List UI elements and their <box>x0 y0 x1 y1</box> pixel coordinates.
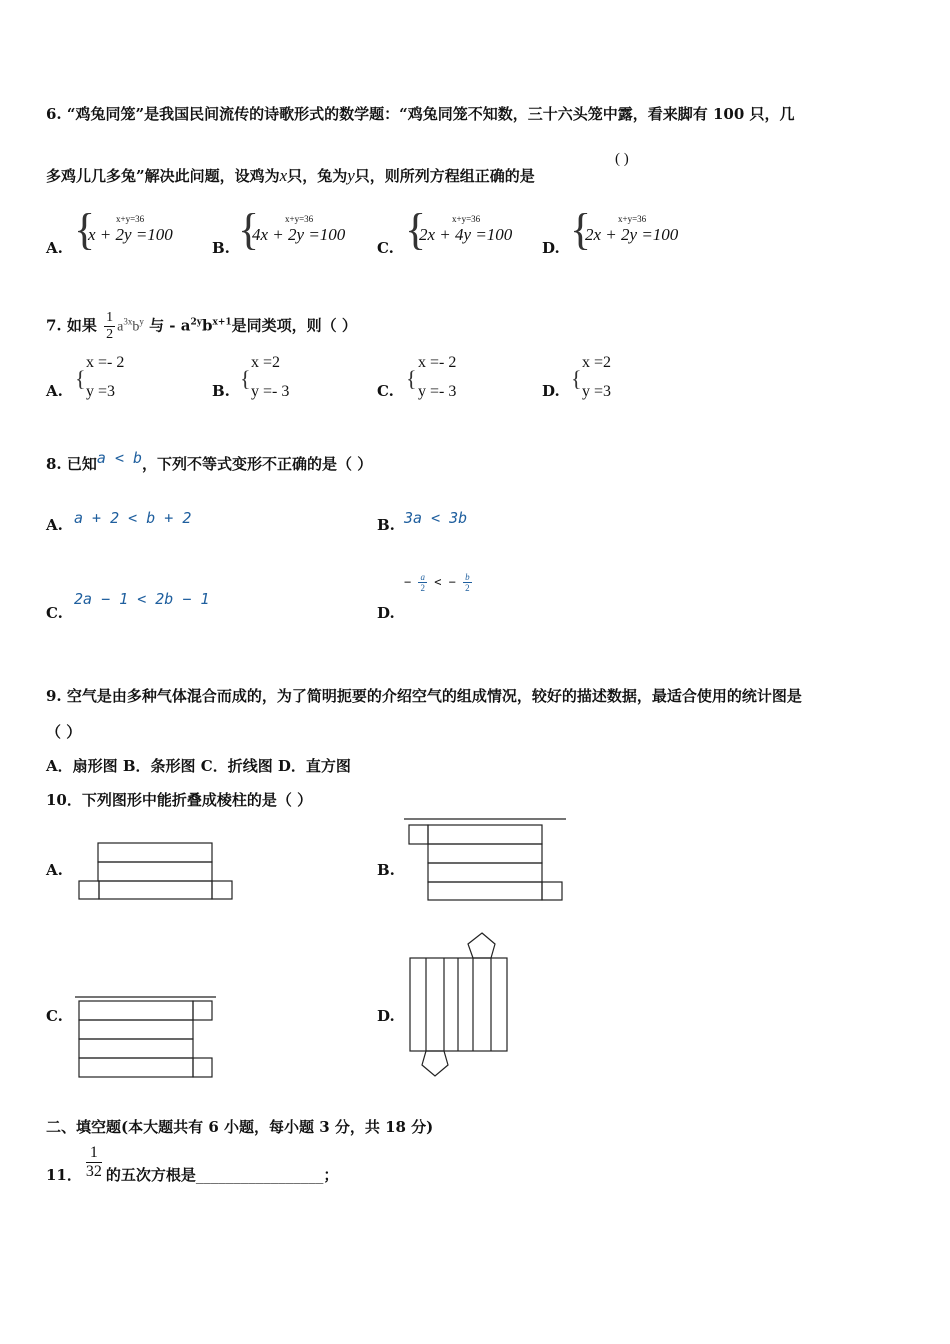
q10-c-face-4 <box>79 1058 193 1077</box>
q7-prefix: 7. 如果 <box>46 316 97 335</box>
q10-b-face-1 <box>428 825 542 844</box>
q11-stem <box>46 1140 338 1185</box>
q8-d-den2: 2 <box>465 583 470 593</box>
q7-option-a-top: x =- 2 <box>86 354 125 371</box>
q8-d-minus2: − <box>448 575 456 589</box>
q8-d-lt: < <box>434 575 442 589</box>
q7-term1-b: b <box>132 319 140 335</box>
q11-suffix: 的五次方根是 <box>105 1166 196 1184</box>
q10-figure-d <box>405 930 525 1080</box>
q7-option-d-bottom: y =3 <box>582 383 612 400</box>
q11-frac-den: 32 <box>85 1163 102 1180</box>
q6-line2-c: 只，则所列方程组正确的是 <box>354 167 535 185</box>
q6-option-c-label: C. <box>377 239 394 257</box>
q8-option-c-label: C. <box>46 604 63 622</box>
q10-stem: 10．下列图形中能折叠成棱柱的是（ ） <box>46 791 313 809</box>
q10-figure-b <box>404 818 569 903</box>
q7-option-d-top: x =2 <box>582 354 612 371</box>
q6-option-d-label: D. <box>542 239 560 257</box>
q7-option-c-top: x =- 2 <box>418 354 457 371</box>
q8-d-den1: 2 <box>420 583 425 593</box>
q11-end: ； <box>323 1166 339 1184</box>
section2-title: 二、填空题(本大题共有 6 小题，每小题 3 分，共 18 分) <box>46 1118 434 1136</box>
q7-suffix: 是同类项，则（ ） <box>231 316 357 335</box>
q6-option-b-label: B. <box>212 239 230 257</box>
q10-a-bottom-face <box>99 881 212 899</box>
q6-option-a-label: A. <box>46 239 63 257</box>
q9-line2: （ ） <box>46 723 82 741</box>
q6-line2 <box>46 165 535 186</box>
q7-term1-sup1: 3x <box>123 316 133 327</box>
q7-frac-num: 1 <box>106 310 114 325</box>
q8-prefix: 8. 已知 <box>46 455 97 473</box>
q10-c-face-1 <box>79 1001 193 1020</box>
q10-d-bottom-pentagon <box>422 1051 448 1076</box>
q6-option-a-top: x+y=36 <box>116 214 145 224</box>
q7-option-c-brace: { <box>406 366 417 391</box>
q10-c-side-face-2 <box>193 1058 212 1077</box>
q7-option-b-brace: { <box>240 366 251 391</box>
q8-stem <box>46 449 373 474</box>
q10-a-right-face <box>212 881 232 899</box>
q7-term1: a <box>117 319 124 335</box>
q8-d-minus1: − <box>404 575 412 589</box>
q7-fraction <box>104 310 115 343</box>
q6-line1: 6. “鸡兔同笼”是我国民间流传的诗歌形式的数学题：“鸡兔同笼不知数，三十六头笼中露，看来脚有 100 只，几 <box>46 105 795 123</box>
q9-options: A．扇形图 B．条形图 C．折线图 D．直方图 <box>46 757 351 775</box>
q7-option-d-label: D. <box>542 382 560 400</box>
q7-b2: b <box>201 316 213 335</box>
q11-fraction <box>86 1144 102 1181</box>
q7-option-c-bottom: y =- 3 <box>418 383 457 400</box>
q8-d-num1: a <box>420 572 425 582</box>
q10-b-face-2 <box>428 844 542 863</box>
q11-number: 11． <box>46 1166 82 1184</box>
q6-line2-a: 多鸡儿几多兔”解决此问题，设鸡为 <box>46 167 280 185</box>
q7-option-b-label: B. <box>212 382 230 400</box>
q8-d-frac2 <box>463 572 472 593</box>
q6-option-b-brace: { <box>238 205 260 254</box>
q10-option-c-label: C. <box>46 1007 63 1025</box>
q6-option-a-brace: { <box>74 205 96 254</box>
q10-d-top-pentagon <box>468 933 495 958</box>
q10-a-top-face <box>98 843 212 862</box>
q8-condition: a < b <box>96 449 143 467</box>
q10-c-face-3 <box>79 1039 193 1058</box>
q7-option-b-top: x =2 <box>251 354 281 371</box>
q7-sup-x1: x+1 <box>212 317 232 328</box>
q9-line1: 9. 空气是由多种气体混合而成的，为了简明扼要的介绍空气的组成情况，较好的描述数据，最适合使用的统计图是 <box>46 687 802 705</box>
q8-d-num2: b <box>465 572 470 582</box>
q7-mid: 与 - a <box>149 316 191 335</box>
q6-option-d-bottom: 2x + 2y =100 <box>585 225 679 244</box>
q6-option-a-bottom: x + 2y =100 <box>88 225 173 244</box>
q10-a-left-face <box>79 881 99 899</box>
q10-b-side-face-2 <box>542 882 562 900</box>
q7-option-a-label: A. <box>46 382 63 400</box>
q7-option-c-label: C. <box>377 382 394 400</box>
q6-option-b-top: x+y=36 <box>285 214 314 224</box>
q6-line2-b: 只，兔为 <box>287 167 348 185</box>
q7-stem <box>46 310 357 343</box>
q10-b-face-4 <box>428 882 542 900</box>
q11-answer-blank[interactable]: _________________ <box>195 1165 324 1184</box>
q8-option-a-label: A. <box>46 516 63 534</box>
q8-option-c-expr: 2a − 1 < 2b − 1 <box>74 590 210 608</box>
q7-option-a-brace: { <box>75 366 86 391</box>
q8-option-b-expr: 3a < 3b <box>404 509 468 527</box>
q10-option-a-label: A. <box>46 861 63 879</box>
q7-option-d-brace: { <box>571 366 582 391</box>
q10-b-side-face <box>409 825 428 844</box>
q10-c-face-2 <box>79 1020 193 1039</box>
q10-a-mid-face <box>98 862 212 881</box>
q10-b-face-3 <box>428 863 542 882</box>
q6-var-y: y <box>347 166 355 185</box>
q7-option-b-bottom: y =- 3 <box>251 383 290 400</box>
q7-term1-sup2: y <box>139 316 144 327</box>
q7-option-a-bottom: y =3 <box>86 383 116 400</box>
q7-sup-2y: 2y <box>190 317 202 328</box>
q10-option-d-label: D. <box>377 1007 395 1025</box>
q11-frac-num: 1 <box>86 1144 102 1163</box>
q6-option-d-top: x+y=36 <box>618 214 647 224</box>
q6-option-c-brace: { <box>405 205 427 254</box>
q10-option-b-label: B. <box>377 861 395 879</box>
q6-var-x: x <box>279 166 288 185</box>
q6-option-d-brace: { <box>570 205 592 254</box>
q8-suffix: ，下列不等式变形不正确的是（ ） <box>142 455 373 473</box>
q8-option-b-label: B. <box>377 516 395 534</box>
q6-option-b-bottom: 4x + 2y =100 <box>252 225 346 244</box>
q7-frac-den: 2 <box>106 327 114 342</box>
q8-d-frac1 <box>418 572 427 593</box>
q8-option-d-expr <box>404 572 472 593</box>
q6-option-c-top: x+y=36 <box>452 214 481 224</box>
q10-figure-c <box>75 993 225 1083</box>
q6-answer-paren: ( ) <box>615 151 629 167</box>
q8-option-d-label: D. <box>377 604 395 622</box>
q8-option-a-expr: a + 2 < b + 2 <box>74 509 192 527</box>
q10-figure-a <box>78 842 238 902</box>
q6-option-c-bottom: 2x + 4y =100 <box>419 225 513 244</box>
q10-c-side-face-1 <box>193 1001 212 1020</box>
